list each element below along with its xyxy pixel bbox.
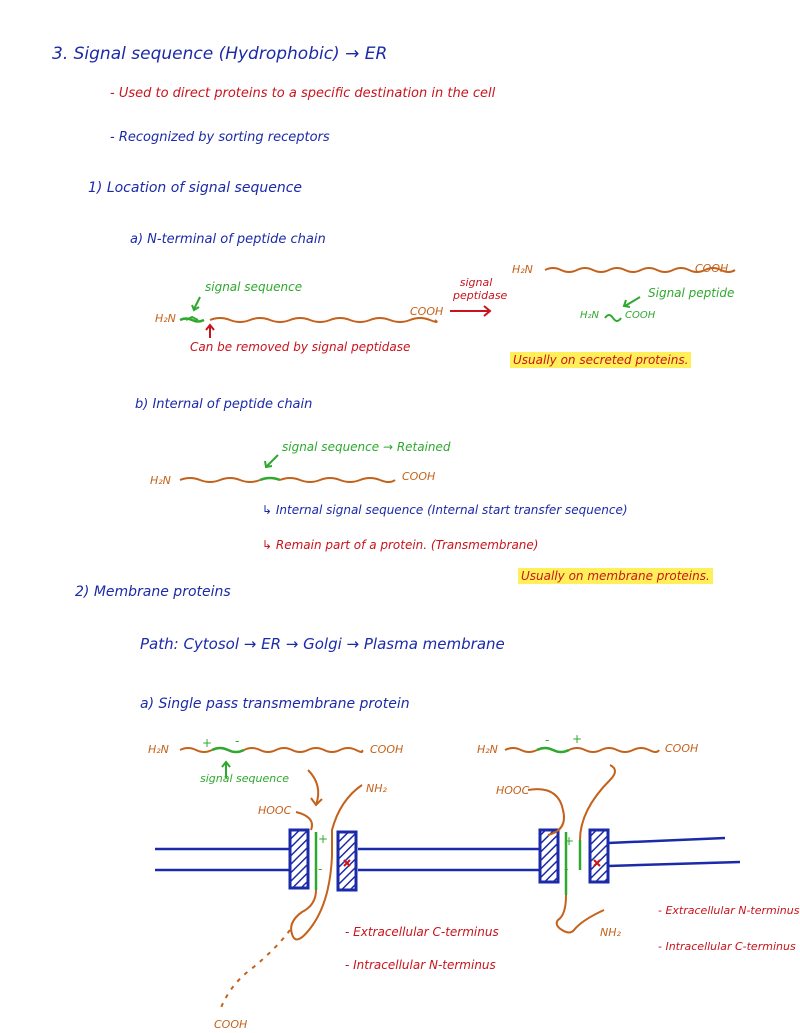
internal-chain [180,455,395,482]
left-cooh-label: COOH [370,743,404,756]
left-membrane-minus: - [318,862,323,876]
internal-note-2: ↳ Remain part of a protein. (Transmembrane) [262,538,539,552]
left-nh2-label: NH₂ [366,782,387,795]
signal-peptide-label: Signal peptide [648,286,735,300]
cooh-label-a: COOH [410,305,444,318]
highlight-membrane: Usually on membrane proteins. [518,568,713,584]
membrane-bilayer [155,838,740,870]
internal-note-1: ↳ Internal signal sequence (Internal start transfer sequence) [262,503,628,517]
small-cooh-label: COOH [625,310,656,321]
right-minus: - [545,733,550,747]
right-note-2: - Intracellular C-terminus [658,940,796,953]
left-note-1: - Extracellular C-terminus [345,925,499,939]
right-hooc-label: HOOC [496,784,530,797]
path-text: Path: Cytosol → ER → Golgi → Plasma membrane [140,635,505,653]
h2n-label-cleaved: H₂N [512,263,533,276]
right-membrane-plus: + [564,834,575,848]
bullet-2: - Recognized by sorting receptors [110,130,330,145]
signal-sequence-label-b: signal sequence → Retained [282,440,451,454]
left-minus: - [235,734,240,748]
right-precursor-chain [505,748,659,752]
left-note-2: - Intracellular N-terminus [345,958,496,972]
left-signal-label: signal sequence [200,772,290,785]
signal-peptidase-label: signal peptidase [453,276,508,302]
cooh-label-b: COOH [402,470,436,483]
right-plus: + [572,732,583,746]
main-heading: 3. Signal sequence (Hydrophobic) → ER [52,44,388,64]
right-note-1: - Extracellular N-terminus [658,904,800,917]
highlight-secreted: Usually on secreted proteins. [510,352,691,368]
right-cooh-label: COOH [665,742,699,755]
left-insertion-arrow [308,770,322,805]
bullet-1: - Used to direct proteins to a specific destination in the cell [110,86,496,101]
h2n-label-b: H₂N [150,474,171,487]
cooh-label-cleaved: COOH [695,262,729,275]
h2n-label-a: H₂N [155,312,176,325]
left-bottom-cooh: COOH [214,1018,248,1031]
section1b-title: b) Internal of peptide chain [135,397,313,412]
left-hooc-label: HOOC [258,804,292,817]
left-plus: + [202,736,213,750]
right-membrane-minus: - [564,862,569,876]
left-inserted-protein [220,785,362,1010]
section1a-title: a) N-terminal of peptide chain [130,232,326,247]
left-membrane-plus: + [318,832,329,846]
right-h2n-label: H₂N [477,743,498,756]
small-h2n-label: H₂N [580,310,600,321]
section1-title: 1) Location of signal sequence [88,180,302,196]
signal-peptidase-arrow [450,306,490,316]
n-terminal-chain [180,297,437,338]
right-nh2-label: NH₂ [600,926,621,939]
left-h2n-label: H₂N [148,743,169,756]
removed-note: Can be removed by signal peptidase [190,340,411,354]
signal-sequence-label-a: signal sequence [205,280,303,294]
section2-title: 2) Membrane proteins [75,584,231,600]
section2a-title: a) Single pass transmembrane protein [140,696,410,712]
